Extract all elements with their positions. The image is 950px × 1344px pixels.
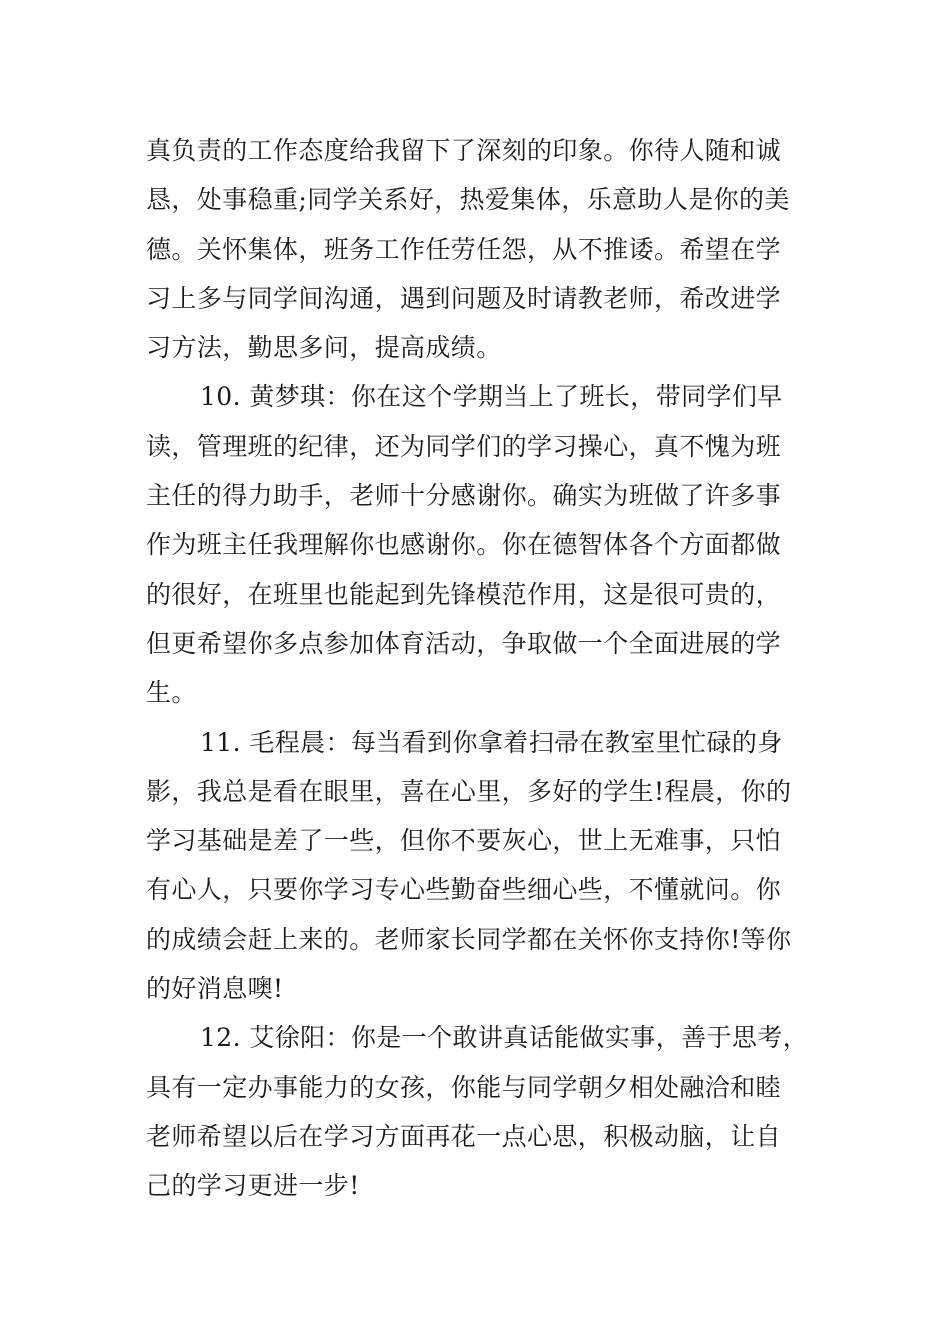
- text-line: 有心人，只要你学习专心些勤奋些细心些，不懂就问。你: [146, 875, 782, 905]
- paragraph-start-11: 11. 毛程晨：每当看到你拿着扫帚在教室里忙碌的身: [200, 727, 783, 757]
- text-line: 影，我总是看在眼里，喜在心里，多好的学生!程晨，你的: [146, 776, 792, 806]
- text-line: 老师希望以后在学习方面再花一点心思，积极动脑，让自: [146, 1121, 782, 1151]
- text-line: 的很好，在班里也能起到先锋模范作用，这是很可贵的，: [146, 579, 782, 609]
- paragraph-start-12: 12. 艾徐阳：你是一个敢讲真话能做实事，善于思考，: [200, 1023, 809, 1053]
- text-line: 但更希望你多点参加体育活动，争取做一个全面进展的学: [146, 628, 782, 658]
- text-line: 恳，处事稳重;同学关系好，热爱集体，乐意助人是你的美: [146, 185, 790, 215]
- text-line: 习方法，勤思多问，提高成绩。: [146, 333, 502, 363]
- text-line: 具有一定办事能力的女孩，你能与同学朝夕相处融洽和睦: [146, 1072, 782, 1102]
- text-line: 生。: [146, 678, 197, 708]
- text-line: 作为班主任我理解你也感谢你。你在德智体各个方面都做: [146, 530, 782, 560]
- text-line: 己的学习更进一步!: [146, 1171, 360, 1201]
- text-line: 的成绩会赶上来的。老师家长同学都在关怀你支持你!等你: [146, 924, 792, 954]
- text-line: 的好消息噢!: [146, 974, 284, 1004]
- document-body: [146, 126, 826, 1211]
- text-line: 学习基础是差了一些，但你不要灰心，世上无难事，只怕: [146, 826, 782, 856]
- text-line: 习上多与同学间沟通，遇到问题及时请教老师，希改进学: [146, 283, 782, 313]
- text-line: 主任的得力助手，老师十分感谢你。确实为班做了许多事: [146, 481, 782, 511]
- paragraph-start-10: 10. 黄梦琪：你在这个学期当上了班长，带同学们早: [200, 382, 783, 412]
- text-line: 真负责的工作态度给我留下了深刻的印象。你待人随和诚: [146, 136, 782, 165]
- text-line: 读，管理班的纪律，还为同学们的学习操心，真不愧为班: [146, 431, 782, 461]
- text-line: 德。关怀集体，班务工作任劳任怨，从不推诿。希望在学: [146, 234, 782, 264]
